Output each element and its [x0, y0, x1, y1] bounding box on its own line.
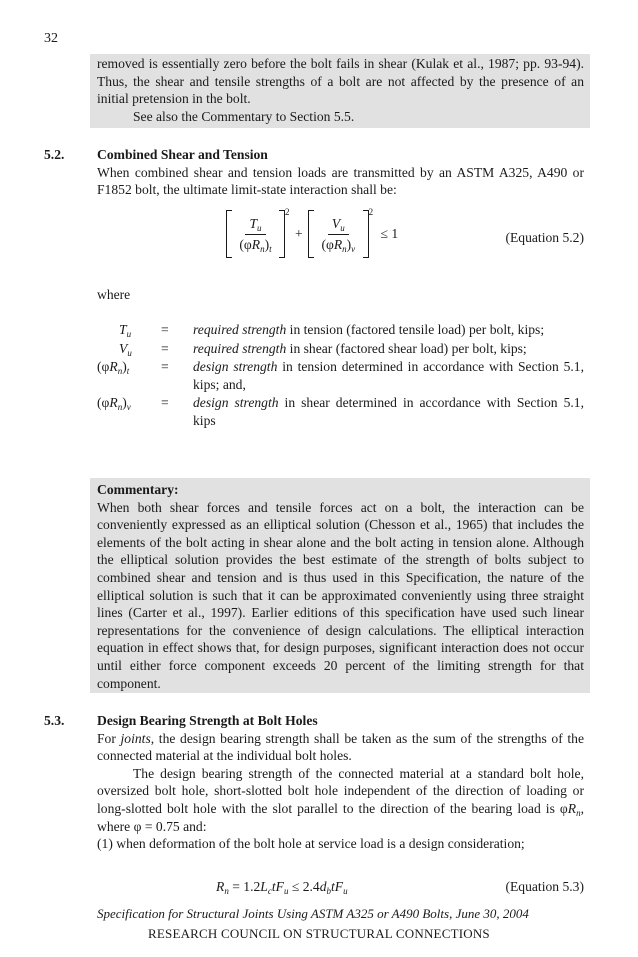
commentary-text: When both shear forces and tensile forces act on a bolt, the interaction can be conveniently expressed as an elliptical solution (Chesson et al., 1965) that includes the elements of the bolt acting in shear alone and the bolt acting in tension alone. Although the elliptical solution provides the best estimate of the strength of bolts subject to combined shear and tension and is thus used in this Specification, the nature of the elliptical solution is such that it can be approximated conveniently using three straight lines (Carter et al., 1997). Earlier editions of this specification have used such linear representations for the convenience of design calculations. The elliptical interaction equation in effect shows that, for design purposes, significant interaction does not occur until either force component exceeds 20 percent of the limiting strength for that component. — [97, 499, 584, 691]
top-commentary-text: removed is essentially zero before the bolt fails in shear (Kulak et al., 1987; pp. 93-94). Thus, the shear and tensile strengths of a bolt are not affected by the presence of an initial pretension in the bolt. — [97, 56, 584, 107]
variable-row — [97, 340, 584, 358]
where-label: where — [97, 287, 131, 302]
footer-organization: RESEARCH COUNCIL ON STRUCTURAL CONNECTIONS — [148, 926, 490, 941]
commentary — [97, 481, 584, 692]
equation-5-2: $\frac{T_u}{(\varphi R_n)_t}$ $^2$ + $\frac{V_u}{(\varphi R_n)_v}$ $^2$ ≤ 1 — [226, 210, 398, 258]
variable-definition: design strength in shear determined in accordance with Section 5.1, kips — [193, 395, 584, 428]
section-5-2-number: 5.2. — [44, 147, 65, 162]
variable-equals: = — [161, 359, 169, 375]
variable-list — [97, 321, 584, 431]
section-5-3-number: 5.3. — [44, 713, 65, 728]
variable-definition: required strength in tension (factored tensile load) per bolt, kips; — [193, 322, 545, 337]
section-5-2-title: Combined Shear and Tension — [97, 147, 268, 162]
bracket-left — [226, 210, 232, 258]
variable-symbol: $(\varphi R_n)_t$ — [97, 359, 130, 377]
section-5-2 — [97, 146, 584, 199]
variable-definition: required strength in shear (factored shear load) per bolt, kips; — [193, 340, 527, 356]
variable-symbol: $V_u$ — [119, 340, 132, 358]
section-5-3-p1: For joints, the design bearing strength shall be taken as the sum of the strengths of the connected material at the individual bolt holes. — [97, 730, 584, 764]
page-number: 32 — [44, 31, 58, 46]
equation-5-3-label: (Equation 5.3) — [505, 879, 584, 894]
section-5-2-intro: When combined shear and tension loads are transmitted by an ASTM A325, A490 or F1852 bolt, the ultimate limit-state interaction shall be: — [97, 164, 584, 198]
variable-row — [97, 358, 584, 393]
fraction-tension: $\frac{T_u}{(\varphi R_n)_t}$ — [239, 215, 272, 254]
variable-row — [97, 321, 584, 339]
equation-5-3: $R_n = 1.2L_ctF_u \le 2.4d_btF_u$ — [216, 879, 348, 896]
variable-equals: = — [161, 322, 169, 337]
top-commentary — [97, 55, 584, 125]
bracket-right-2 — [363, 210, 369, 258]
section-5-3-item-1: (1) when deformation of the bolt hole at service load is a design consideration; — [97, 836, 525, 852]
top-commentary-see-also: See also the Commentary to Section 5.5. — [133, 108, 355, 124]
bracket-right — [279, 210, 285, 258]
equation-5-2-label: (Equation 5.2) — [505, 230, 584, 245]
variable-equals: = — [161, 340, 169, 356]
footer-title: Specification for Structural Joints Using ASTM A325 or A490 Bolts, June 30, 2004 — [97, 906, 529, 921]
commentary-heading: Commentary: — [97, 482, 179, 497]
variable-definition: design strength in tension determined in accordance with Section 5.1, kips; and, — [193, 359, 584, 392]
section-5-3 — [97, 712, 584, 853]
fraction-shear: $\frac{V_u}{(\varphi R_n)_v}$ — [321, 215, 356, 254]
variable-equals: = — [161, 395, 169, 411]
variable-symbol: $(\varphi R_n)_v$ — [97, 395, 131, 413]
section-5-3-title: Design Bearing Strength at Bolt Holes — [97, 713, 318, 728]
variable-symbol: $T_u$ — [119, 322, 132, 339]
variable-row — [97, 394, 584, 429]
bracket-left-2 — [308, 210, 314, 258]
section-5-3-p2: The design bearing strength of the connected material at a standard bolt hole, oversized bolt hole, short-slotted bolt hole independent of the direction of loading or long-slotted bolt hole with the slot parallel to the direction of the bearing load is $\varphi R_n$, where φ = 0.75 and: — [97, 765, 584, 834]
